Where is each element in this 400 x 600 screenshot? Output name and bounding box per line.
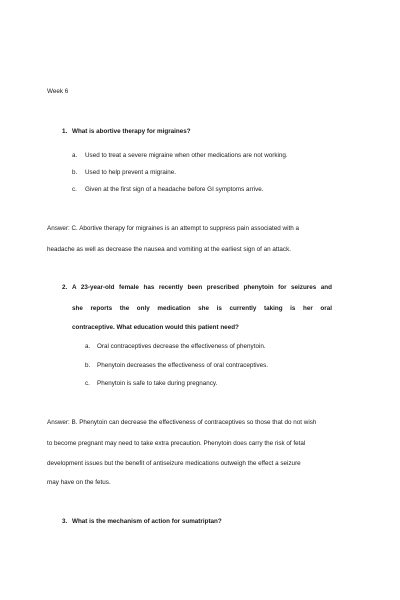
option-letter: b.: [85, 362, 91, 369]
answer-line: may have on the fetus.: [47, 479, 111, 486]
question-text-line: contraceptive. What education would this patient need?: [72, 324, 239, 331]
question-text: What is the mechanism of action for sumatriptan?: [72, 518, 222, 525]
option-text: Phenytoin decreases the effectiveness of oral contraceptives.: [97, 362, 269, 369]
option-letter: a.: [85, 343, 91, 350]
option-letter: b.: [72, 169, 78, 176]
question-text-line: she reports the only medication she is currently taking is her oral: [72, 305, 332, 312]
answer-line: Answer: B. Phenytoin can decrease the effectiveness of contraceptives so those that do not wish: [47, 419, 317, 426]
option-letter: c.: [72, 186, 77, 193]
option-text: Given at the first sign of a headache before GI symptoms arrive.: [85, 186, 264, 193]
question-number: 3.: [62, 518, 68, 525]
answer-line: to become pregnant may need to take extra precaution. Phenytoin does carry the risk of fetal: [47, 440, 306, 447]
question-number: 2.: [62, 284, 68, 291]
option-text: Used to treat a severe migraine when other medications are not working.: [85, 152, 288, 159]
option-text: Phenytoin is safe to take during pregnancy.: [97, 380, 218, 387]
week-heading: Week 6: [47, 88, 69, 95]
option-text: Oral contraceptives decrease the effectiveness of phenytoin.: [97, 343, 266, 350]
answer-line: Answer: C. Abortive therapy for migraines is an attempt to suppress pain associated with a: [47, 225, 299, 232]
question-number: 1.: [62, 128, 68, 135]
question-text: What is abortive therapy for migraines?: [72, 128, 191, 135]
answer-line: development issues but the benefit of antiseizure medications outweigh the effect a seizure: [47, 460, 301, 467]
question-text-line: A 23-year-old female has recently been prescribed phenytoin for seizures and: [72, 284, 332, 291]
option-text: Used to help prevent a migraine.: [85, 169, 177, 176]
answer-line: headache as well as decrease the nausea and vomiting at the earliest sign of an attack.: [47, 246, 291, 253]
option-letter: c.: [85, 380, 90, 387]
option-letter: a.: [72, 152, 78, 159]
